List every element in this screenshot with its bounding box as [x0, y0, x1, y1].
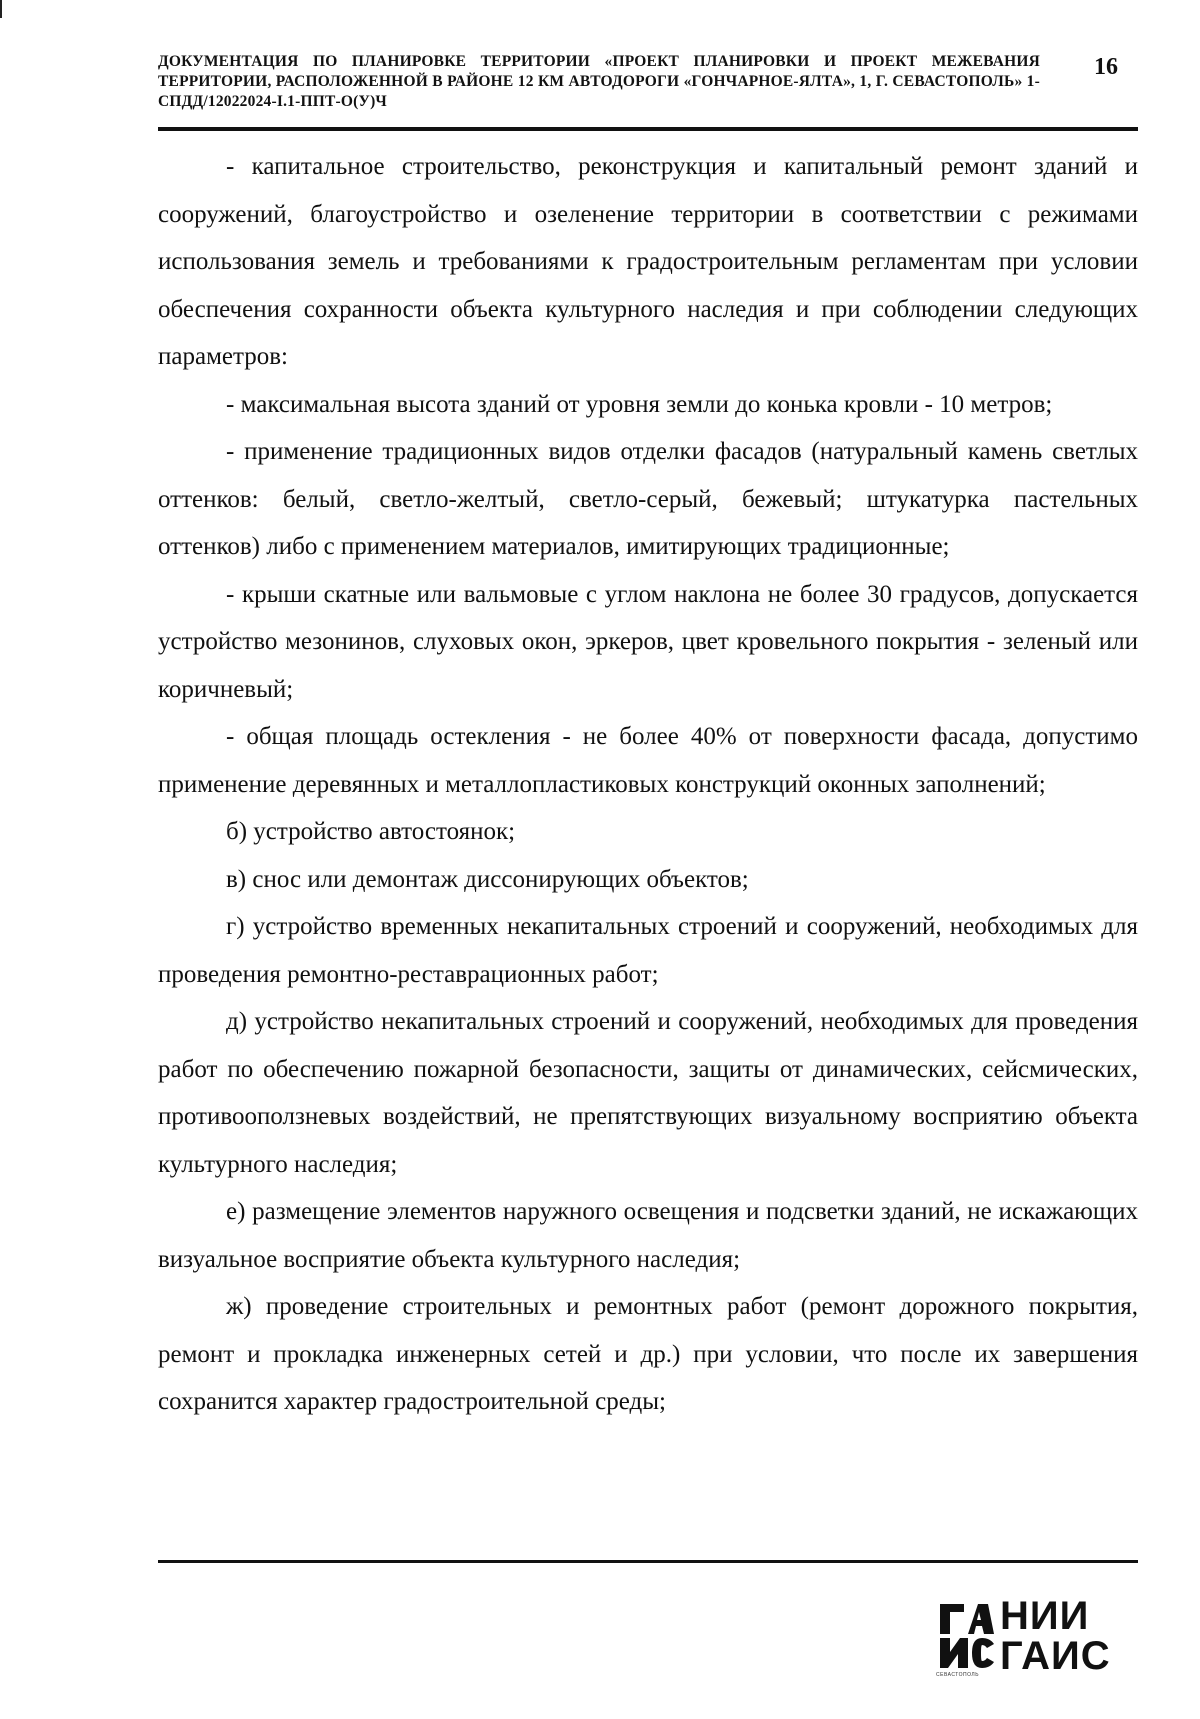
footer-divider: [158, 1560, 1138, 1563]
logo-text: [1000, 1596, 1111, 1676]
header-divider: [158, 127, 1138, 131]
logo-line-gais: ГАИС: [1000, 1634, 1111, 1678]
paragraph-facade-finishing: - применение традиционных видов отделки фасадов (натуральный камень светлых оттенков: белый, светло-желтый, светло-серый, бежевый; штукатурка пастельных оттенков) либо с применением материалов, имитирующих традиционные;: [158, 438, 1138, 560]
paragraph-item-g: г) устройство временных некапитальных строений и сооружений, необходимых для проведения ремонтно-реставрационных работ;: [158, 913, 1138, 988]
paragraph-glazing: - общая площадь остекления - не более 40% от поверхности фасада, допустимо применение деревянных и металлопластиковых конструкций оконных заполнений;: [158, 723, 1138, 798]
document-header-title: ДОКУМЕНТАЦИЯ ПО ПЛАНИРОВКЕ ТЕРРИТОРИИ «ПРОЕКТ ПЛАНИРОВКИ И ПРОЕКТ МЕЖЕВАНИЯ ТЕРРИТОРИИ, РАСПОЛОЖЕННОЙ В РАЙОНЕ 12 КМ АВТОДОРОГИ «ГОНЧАРНОЕ-ЯЛТА», 1, Г. СЕВАСТОПОЛЬ» 1-СПДД/12022024-I.1-ППТ-О(У)Ч: [158, 53, 1040, 110]
gaic-logo-mark-icon: [936, 1600, 996, 1670]
logo-line-nii: НИИ: [1000, 1594, 1090, 1638]
paragraph-item-d: д) устройство некапитальных строений и сооружений, необходимых для проведения работ по обеспечению пожарной безопасности, защиты от динамических, сейсмических, противооползневых воздействий, не препятствующих визуальному восприятию объекта культурного наследия;: [158, 1008, 1138, 1178]
scan-edge-mark: [0, 0, 2, 18]
document-body: [158, 143, 1138, 1426]
paragraph-item-v: в) снос или демонтаж диссонирующих объектов;: [226, 865, 749, 893]
paragraph-roofs: - крыши скатные или вальмовые с углом наклона не более 30 градусов, допускается устройство мезонинов, слуховых окон, эркеров, цвет кровельного покрытия - зеленый или коричневый;: [158, 580, 1138, 703]
paragraph-item-e: е) размещение элементов наружного освещения и подсветки зданий, не искажающих визуальное восприятие объекта культурного наследия;: [158, 1198, 1138, 1273]
paragraph-item-b: б) устройство автостоянок;: [226, 818, 516, 845]
paragraph-capital-construction: - капитальное строительство, реконструкция и капитальный ремонт зданий и сооружений, благоустройство и озеленение территории в соответствии с режимами использования земель и требованиями к градостроительным регламентам при условии обеспечения сохранности объекта культурного наследия и при соблюдении следующих параметров:: [158, 153, 1138, 370]
logo-caption: СЕВАСТОПОЛЬ: [936, 1672, 979, 1678]
paragraph-item-zh: ж) проведение строительных и ремонтных работ (ремонт дорожного покрытия, ремонт и прокладка инженерных сетей и др.) при условии, что после их завершения сохранится характер градостроительной среды;: [158, 1293, 1138, 1415]
page-number: 16: [1094, 54, 1118, 80]
paragraph-max-height: - максимальная высота зданий от уровня земли до конька кровли - 10 метров;: [226, 390, 1053, 418]
nii-gais-logo: [936, 1594, 1146, 1682]
